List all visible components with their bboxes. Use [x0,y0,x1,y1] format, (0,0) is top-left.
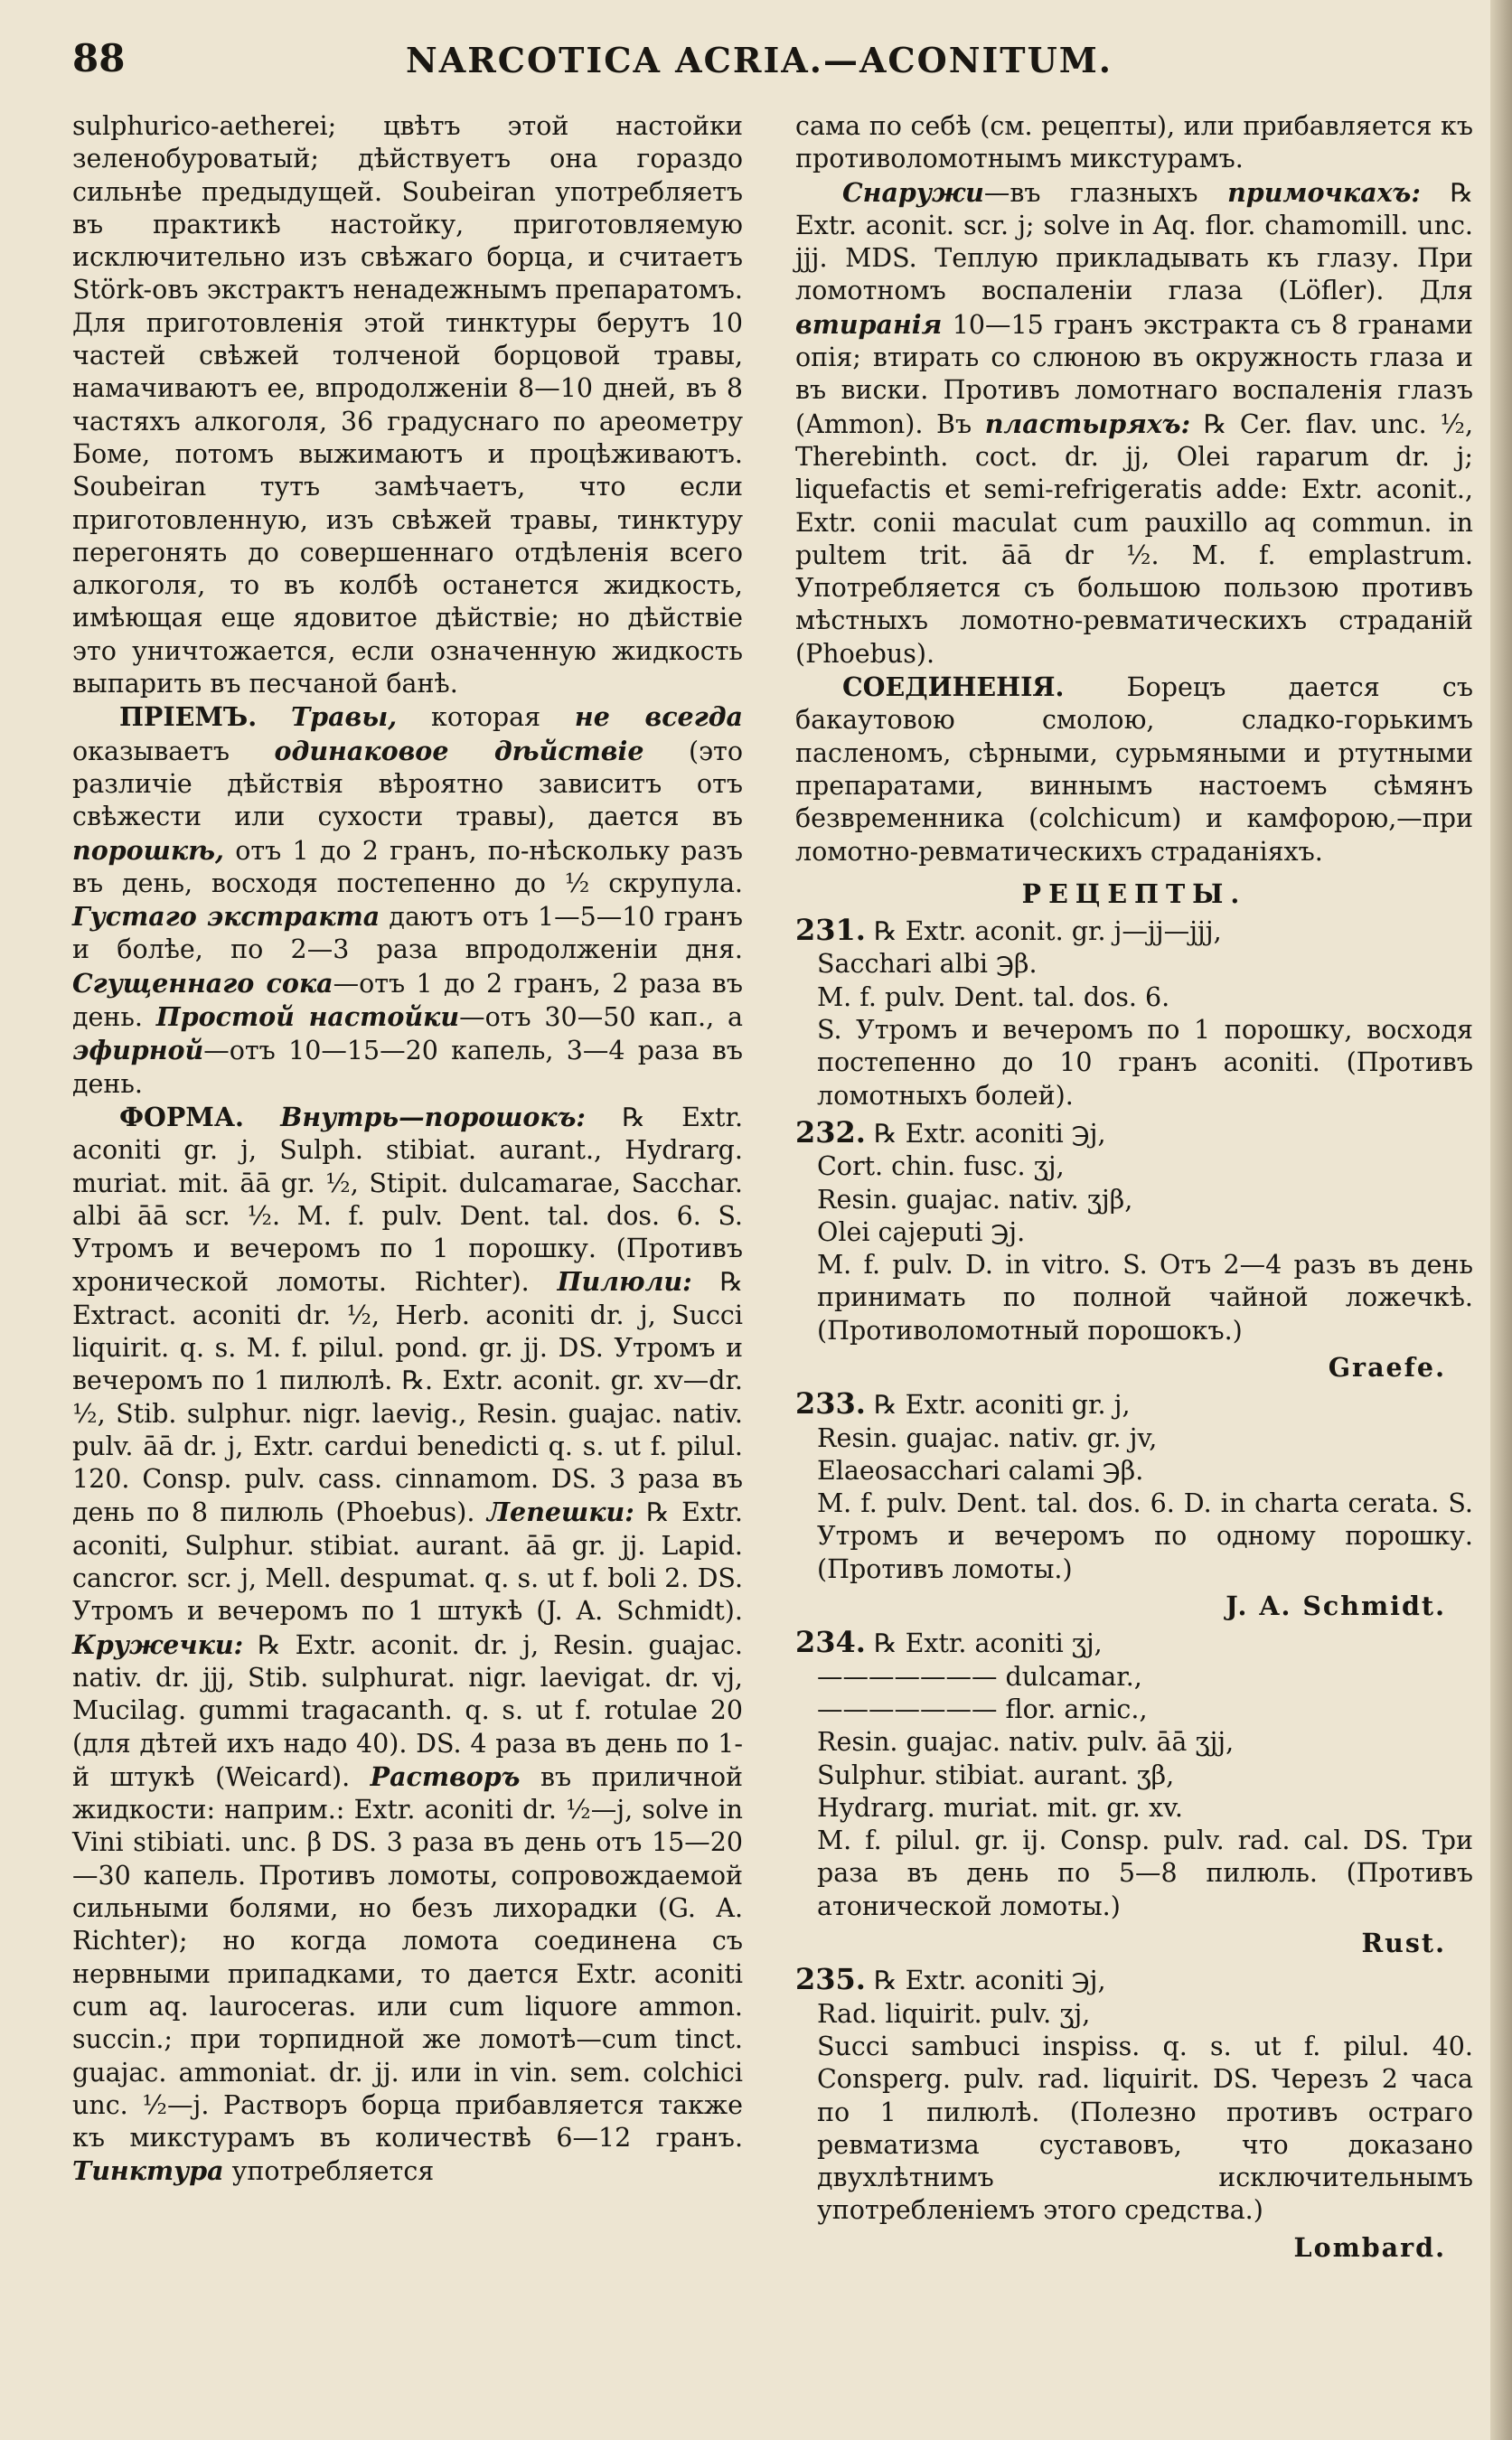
recipe-number: 234. [795,1625,866,1660]
right-column [795,110,1473,2264]
external-use-paragraph: Снаружи—въ глазныхъ примочкахъ: ℞ Extr. aconit. scr. j; solve in Aq. flor. chamomill. unc. jjj. MDS. Теплую прикладывать къ глазу. При ломотномъ воспаленіи глаза (Löfler). Для втиранія 10—15 гранъ экстракта съ 8 гранами опія; втирать со слюною въ окружность глаза и въ виски. Противъ ломотнаго воспаленія глазъ (Ammon). Въ пластыряхъ: ℞ Cer. flav. unc. ½, Therebinth. coct. dr. jj, Olei raparum dr. j; liquefactis et semi-refrigeratis adde: Extr. aconit., Extr. conii maculat cum pauxillo aq commun. in pultem trit. āā dr ½. M. f. emplastrum. Употребляется съ большою пользою противъ мѣстныхъ ломотно-ревматическихъ страданій (Phoebus). [795,176,1474,669]
page-number: 88 [72,36,126,80]
page-edge-shadow [1490,0,1512,2440]
recipe-author: Lombard. [1293,2231,1446,2263]
recipe-author: Rust. [1361,1928,1446,1959]
form-heading: ФОРМА. [119,1101,244,1132]
recipe-number: 232. [795,1114,866,1150]
recipe-232: 232. ℞ Extr. aconiti ℈j, Cort. chin. fusc. ʒj, Resin. guajac. nativ. ʒjβ, Olei cajeputi ℈j. M. f. pulv. D. in vitro. S. Отъ 2—4 разъ въ день принимать по полной чайной ложечкѣ. (Противоломотный порошокъ.) Graefe. [795,1114,1473,1383]
dosage-heading: ПРІЕМЪ. [119,701,258,733]
recipe-235: 235. ℞ Extr. aconiti ℈j, Rad. liquirit. pulv. ʒj, Succi sambuci inspiss. q. s. ut f. pilul. 40. Consperg. pulv. rad. liquirit. DS. Черезъ 2 часа по 1 пилюлѣ. (Полезно противъ остраго ревматизма суставовъ, что доказано двухлѣтнимъ исключительнымъ употребленіемъ этого средства.) Lombard. [795,1962,1473,2263]
running-title: NARCOTICA ACRIA.—ACONITUM. [406,40,1113,80]
combinations-heading: СОЕДИНЕНІЯ. [842,671,1065,703]
recipe-number: 233. [795,1386,866,1422]
recipe-231: 231. ℞ Extr. aconit. gr. j—jj—jjj, Sacchari albi ℈β. M. f. pulv. Dent. tal. dos. 6. S. Утромъ и вечеромъ по 1 порошку, восходя постепенно до 10 гранъ aconiti. (Противъ ломотныхъ болей). [795,913,1473,1111]
left-column [72,110,743,2189]
continuation-paragraph: сама по себѣ (см. рецепты), или прибавляется къ противоломотнымъ микстурамъ. [795,111,1473,174]
tincture-paragraph: sulphurico-aetherei; цвѣтъ этой настойки зеленобуроватый; дѣйствуетъ она гораздо сильнѣе предыдущей. Soubeiran употребляетъ въ практикѣ настойку, приготовляемую исключительно изъ свѣжаго борца, и считаетъ Störk-овъ экстрактъ ненадежнымъ препаратомъ. Для приготовленія этой тинктуры берутъ 10 частей свѣжей толченой борцовой травы, намачиваютъ ее, впродолженіи 8—10 дней, въ 8 частяхъ алкоголя, 36 градуснаго по ареометру Боме, потомъ выжимаютъ и процѣживаютъ. Soubeiran тутъ замѣчаетъ, что если приготовленную, изъ свѣжей травы, тинктуру перегонять до совершеннаго отдѣленія всего алкоголя, то въ колбѣ останется жидкость, имѣющая еще ядовитое дѣйствіе; но дѣйствіе это уничтожается, если означенную жидкость выпарить въ песчаной банѣ. [72,111,743,699]
page-header [72,36,1446,90]
recipe-233: 233. ℞ Extr. aconiti gr. j, Resin. guajac. nativ. gr. jv, Elaeosacchari calami ℈β. M. f. pulv. Dent. tal. dos. 6. D. in charta cerata. S. Утромъ и вечеромъ по одному порошку. (Противъ ломоты.) J. A. Schmidt. [795,1386,1473,1622]
dosage-paragraph: ПРІЕМЪ. Травы, которая не всегда оказываетъ одинаковое дѣйствіе (это различіе дѣйствія вѣроятно зависитъ отъ свѣжести или сухости травы), дается въ порошкѣ, отъ 1 до 2 гранъ, по-нѣскольку разъ въ день, восходя постепенно до ½ скрупула. Густаго экстракта даютъ отъ 1—5—10 гранъ и болѣе, по 2—3 раза впродолженіи дня. Сгущеннаго сока—отъ 1 до 2 гранъ, 2 раза въ день. Простой настойки—отъ 30—50 кап., а эфирной—отъ 10—15—20 капель, 3—4 раза въ день. [72,701,744,1099]
form-paragraph: ФОРМА. Внутрь—порошокъ: ℞ Extr. aconiti gr. j, Sulph. stibiat. aurant., Hydrarg. muriat. mit. āā gr. ½, Stipit. dulcamarae, Sacchar. albi āā scr. ½. M. f. pulv. Dent. tal. dos. 6. S. Утромъ и вечеромъ по 1 порошку. (Противъ хронической ломоты. Richter). Пилюли: ℞ Extract. aconiti dr. ½, Herb. aconiti dr. j, Succi liquirit. q. s. M. f. pilul. pond. gr. jj. DS. Утромъ и вечеромъ по 1 пилюлѣ. ℞. Extr. aconit. gr. xv—dr. ½, Stib. sulphur. nigr. laevig., Resin. guajac. nativ. pulv. āā dr. j, Extr. cardui benedicti q. s. ut f. pilul. 120. Consp. pulv. cass. cinnamom. DS. 3 раза въ день по 8 пилюль (Phoebus). Лепешки: ℞ Extr. aconiti, Sulphur. stibiat. aurant. āā gr. jj. Lapid. cancror. scr. j, Mell. despumat. q. s. ut f. boli 2. DS. Утромъ и вечеромъ по 1 штукѣ (J. A. Schmidt). Кружечки: ℞ Extr. aconit. dr. j, Resin. guajac. nativ. dr. jjj, Stib. sulphurat. nigr. laevigat. dr. vj, Mucilag. gummi tragacanth. q. s. ut f. rotulae 20 (для дѣтей ихъ надо 40). DS. 4 раза въ день по 1-й штукѣ (Weicard). Растворъ въ приличной жидкости: наприм.: Extr. aconiti dr. ½—j, solve in Vini stibiati. unc. β DS. 3 раза въ день отъ 15—20—30 капель. Противъ ломоты, сопровождаемой сильными болями, но безъ лихорадки (G. A. Richter); но когда ломота соединена съ нервными припадками, то дается Extr. aconiti cum aq. lauroceras. или cum liquore ammon. succin.; при торпидной же ломотѣ—cum tinct. guajac. ammoniat. dr. jj. или in vin. sem. colchici unc. ½—j. Растворъ борца прибавляется также къ микстурамъ въ количествѣ 6—12 гранъ. Тинктура употребляется [72,1101,743,2187]
combinations-paragraph: СОЕДИНЕНІЯ. Борецъ дается съ бакаутовою смолою, сладко-горькимъ пасленомъ, сѣрными, сурьмяными и ртутными препаратами, виннымъ настоемъ сѣмянъ безвременника (colchicum) и камфорою,—при ломотно-ревматическихъ страданіяхъ. [795,671,1473,867]
recipe-234: 234. ℞ Extr. aconiti ʒj, ——————— dulcamar., ——————— flor. arnic., Resin. guajac. nativ. pulv. āā ʒjj, Sulphur. stibiat. aurant. ʒβ, Hydrarg. muriat. mit. gr. xv. M. f. pilul. gr. ij. Consp. pulv. rad. cal. DS. Три раза въ день по 5—8 пилюль. (Противъ атонической ломоты.) Rust. [795,1625,1473,1959]
recipe-number: 231. [795,913,866,948]
recipe-author: J. A. Schmidt. [1226,1591,1446,1622]
recipe-author: Graefe. [1328,1351,1446,1383]
recipe-number: 235. [795,1962,866,1997]
recipes-heading: РЕЦЕПТЫ. [1021,877,1247,909]
